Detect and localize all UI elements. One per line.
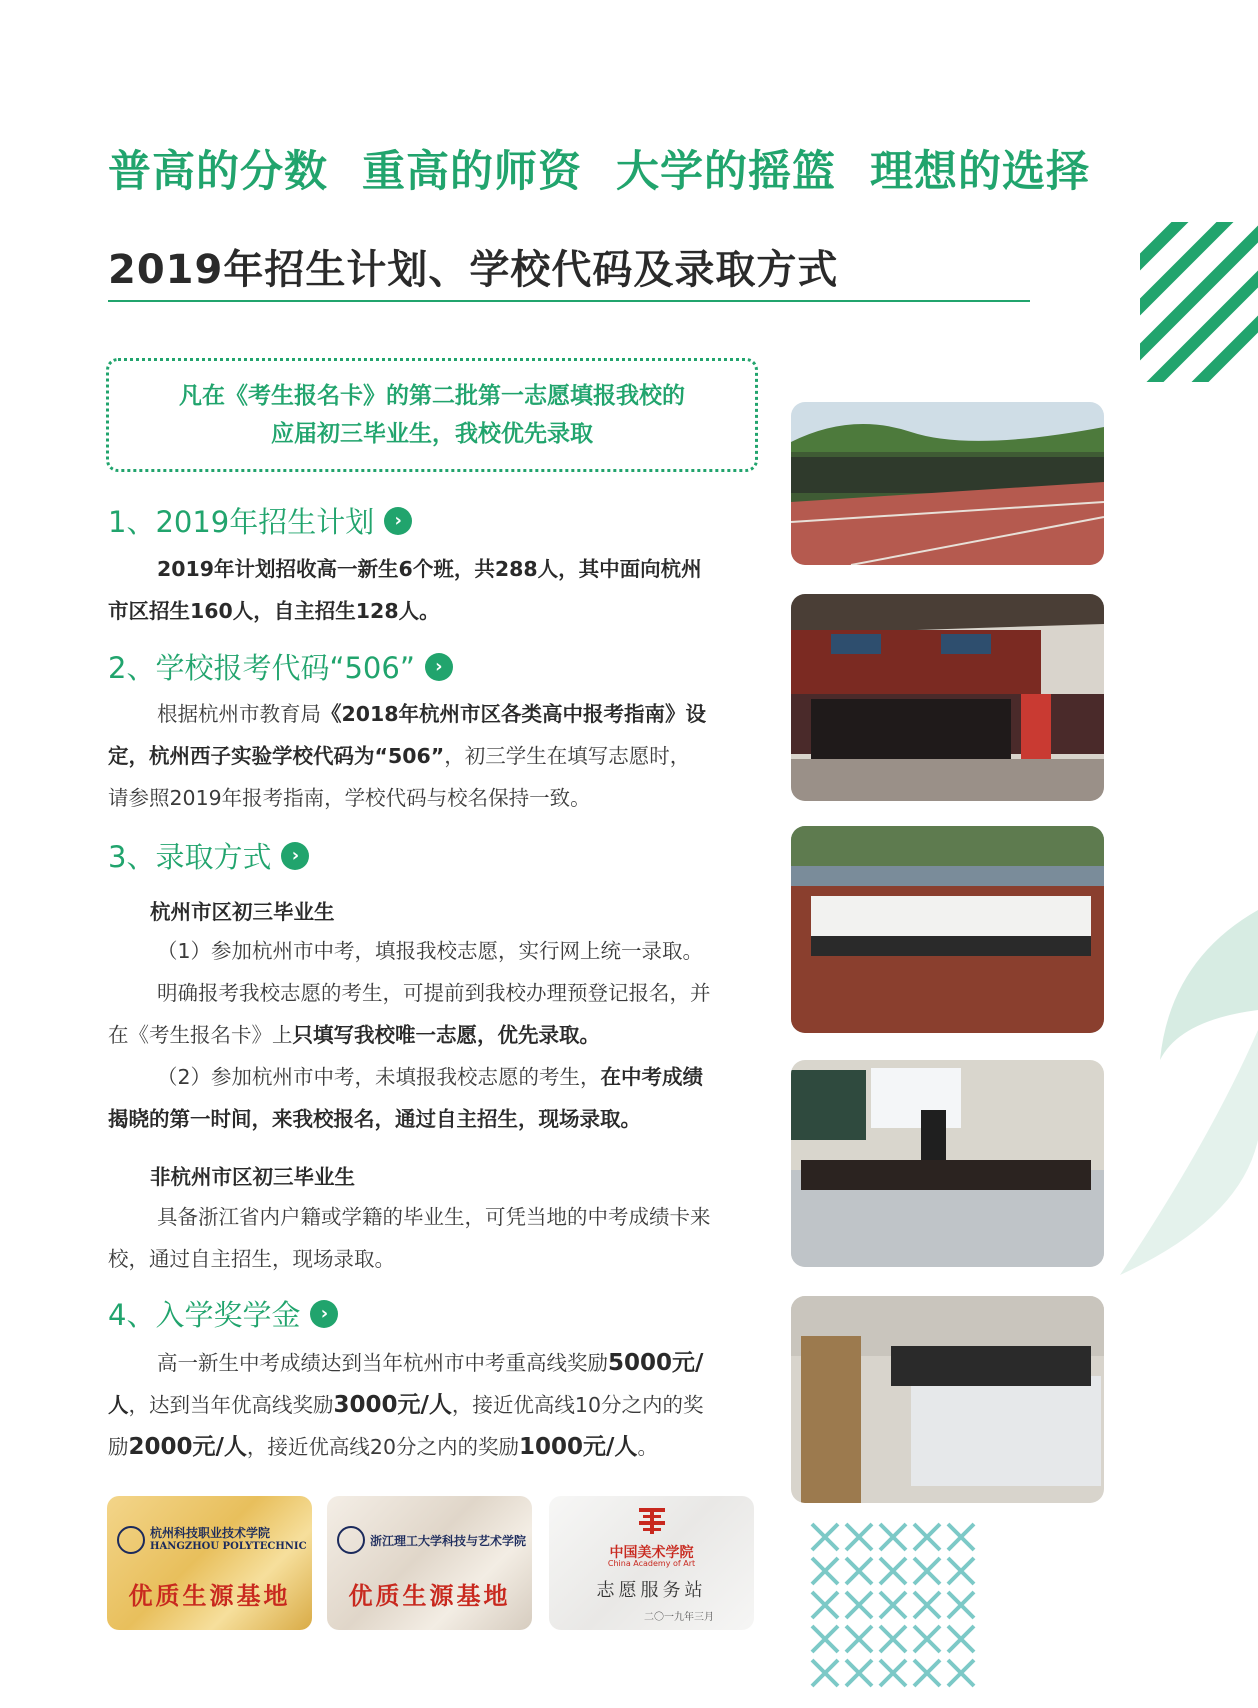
slogan-2: 重高的师资 bbox=[362, 147, 582, 197]
school-seal-icon bbox=[117, 1526, 145, 1554]
callout-line-1: 凡在《考生报名卡》的第二批第一志愿填报我校的 bbox=[179, 382, 685, 409]
section-heading-scholarship: 4、入学奖学金 › bbox=[108, 1293, 338, 1334]
section-heading-code: 2、学校报考代码“506” › bbox=[108, 646, 453, 687]
priority-callout bbox=[106, 358, 758, 472]
badge-zstu-arts: 浙江理工大学科技与艺术学院 优质生源基地 bbox=[327, 1496, 532, 1630]
photo-sports-meet bbox=[791, 826, 1104, 1033]
plan-paragraph: 2019年计划招收高一新生6个班，共288人，其中面向杭州 市区招生160人，自主招生128人。 bbox=[108, 557, 702, 623]
slogan-1: 普高的分数 bbox=[108, 147, 328, 197]
slogan-3: 大学的摇篮 bbox=[616, 147, 836, 197]
chevron-right-icon: › bbox=[384, 507, 412, 535]
chevron-right-icon: › bbox=[425, 653, 453, 681]
subheading-non-city: 非杭州市区初三毕业生 bbox=[150, 1165, 355, 1189]
title-divider bbox=[108, 300, 1030, 302]
section-heading-admission: 3、录取方式 › bbox=[108, 835, 309, 876]
callout-line-2: 应届初三毕业生，我校优先录取 bbox=[271, 420, 593, 447]
badge-hangzhou-polytechnic: 杭州科技职业技术学院 HANGZHOU POLYTECHNIC 优质生源基地 bbox=[107, 1496, 312, 1630]
code-paragraph: 根据杭州市教育局《2018年杭州市区各类高中报考指南》设 定，杭州西子实验学校代码为“506”，初三学生在填写志愿时， 请参照2019年报考指南，学校代码与校名保持一致。 bbox=[108, 702, 707, 810]
badge-china-academy-of-art: 中国美术学院 China Academy of Art 志愿服务站 二〇一九年三月 bbox=[549, 1496, 754, 1630]
chevron-right-icon: › bbox=[310, 1300, 338, 1328]
page-title: 2019年招生计划、学校代码及录取方式 bbox=[108, 247, 839, 293]
caa-logo-icon bbox=[637, 1506, 667, 1536]
scholarship-paragraph: 高一新生中考成绩达到当年杭州市中考重高线奖励5000元/ 人，达到当年优高线奖励3000元/人，接近优高线10分之内的奖 励2000元/人，接近优高线20分之内的奖励1000元/人。 bbox=[108, 1350, 704, 1460]
admission-noncity-paragraph: 具备浙江省内户籍或学籍的毕业生，可凭当地的中考成绩卡来 校，通过自主招生，现场录取。 bbox=[108, 1205, 711, 1271]
stripes-decoration bbox=[1140, 222, 1258, 382]
subheading-city: 杭州市区初三毕业生 bbox=[150, 900, 335, 924]
photo-ceremony bbox=[791, 594, 1104, 801]
admission-city-paragraph: （1）参加杭州市中考，填报我校志愿，实行网上统一录取。 明确报考我校志愿的考生，可提前到我校办理预登记报名，并 在《考生报名卡》上只填写我校唯一志愿，优先录取。 （2）参加杭州市中考，未填报我校志愿的考生，在中考成绩 揭晓的第一时间，来我校报名，通过自主招生，现场录取。 bbox=[108, 939, 711, 1131]
chevron-right-icon: › bbox=[281, 842, 309, 870]
slogan-4: 理想的选择 bbox=[870, 147, 1090, 197]
school-seal-icon bbox=[337, 1526, 365, 1554]
x-pattern-decoration bbox=[808, 1520, 978, 1692]
section-heading-plan: 1、2019年招生计划 › bbox=[108, 500, 412, 541]
photo-classroom bbox=[791, 1060, 1104, 1267]
leaf-decoration bbox=[1110, 900, 1258, 1280]
photo-art-class bbox=[791, 1296, 1104, 1503]
photo-military-training bbox=[791, 402, 1104, 565]
slogan bbox=[108, 138, 1118, 199]
